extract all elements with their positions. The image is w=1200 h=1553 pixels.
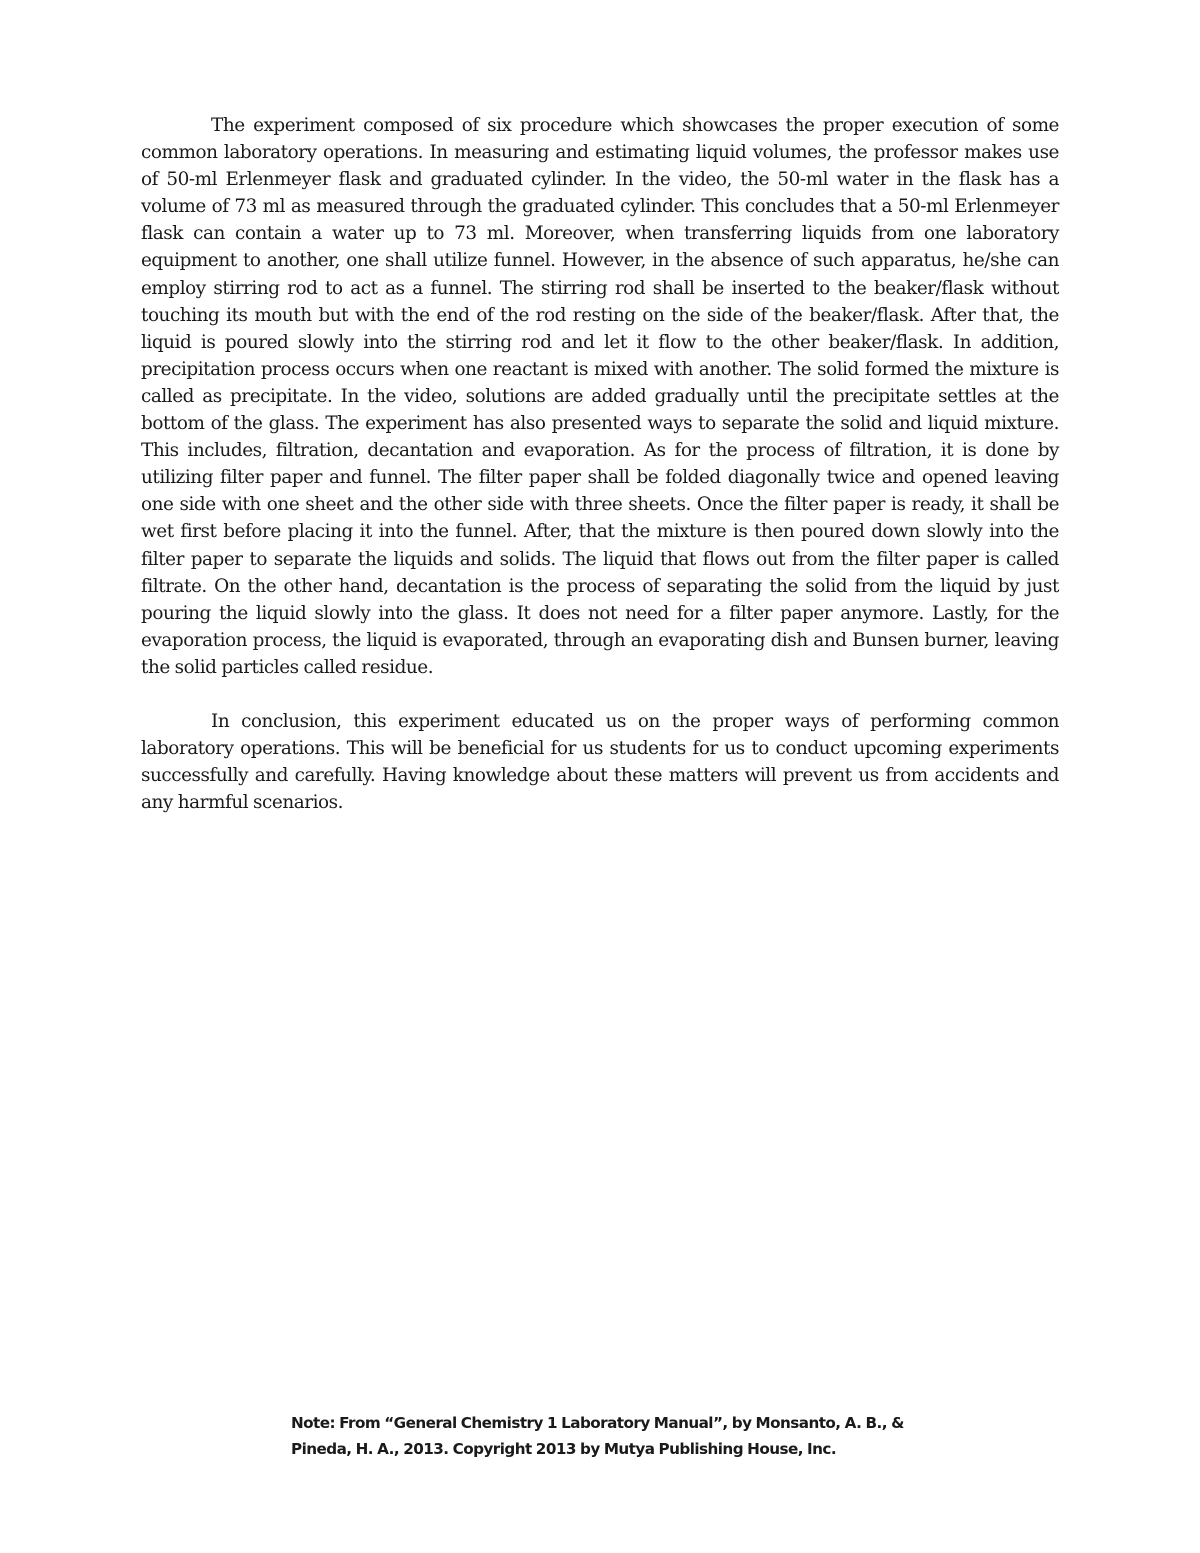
source-note-line-1: Note: From “General Chemistry 1 Laboratory Manual”, by Monsanto, A. B., & bbox=[291, 1414, 904, 1432]
source-note bbox=[291, 1410, 931, 1462]
source-note-line-2: Pineda, H. A., 2013. Copyright 2013 by Mutya Publishing House, Inc. bbox=[291, 1440, 837, 1458]
paragraph-conclusion: In conclusion, this experiment educated us on the proper ways of performing common laboratory operations. This will be beneficial for us students for us to conduct upcoming experiments successfully and carefully. Having knowledge about these matters will prevent us from accidents and any harmful scenarios. bbox=[141, 710, 1059, 814]
paragraph-procedure-summary: The experiment composed of six procedure which showcases the proper execution of some common laboratory operations. In measuring and estimating liquid volumes, the professor makes use of 50-ml Erlenmeyer flask and graduated cylinder. In the video, the 50-ml water in the flask has a volume of 73 ml as measured through the graduated cylinder. This concludes that a 50-ml Erlenmeyer flask can contain a water up to 73 ml. Moreover, when transferring liquids from one laboratory equipment to another, one shall utilize funnel. However, in the absence of such apparatus, he/she can employ stirring rod to act as a funnel. The stirring rod shall be inserted to the beaker/flask without touching its mouth but with the end of the rod resting on the side of the beaker/flask. After that, the liquid is poured slowly into the stirring rod and let it flow to the other beaker/flask. In addition, precipitation process occurs when one reactant is mixed with another. The solid formed the mixture is called as precipitate. In the video, solutions are added gradually until the precipitate settles at the bottom of the glass. The experiment has also presented ways to separate the solid and liquid mixture. This includes, filtration, decantation and evaporation. As for the process of filtration, it is done by utilizing filter paper and funnel. The filter paper shall be folded diagonally twice and opened leaving one side with one sheet and the other side with three sheets. Once the filter paper is ready, it shall be wet first before placing it into the funnel. After, that the mixture is then poured down slowly into the filter paper to separate the liquids and solids. The liquid that flows out from the filter paper is called filtrate. On the other hand, decantation is the process of separating the solid from the liquid by just pouring the liquid slowly into the glass. It does not need for a filter paper anymore. Lastly, for the evaporation process, the liquid is evaporated, through an evaporating dish and Bunsen burner, leaving the solid particles called residue. bbox=[141, 115, 1059, 678]
document-body bbox=[141, 112, 1059, 816]
